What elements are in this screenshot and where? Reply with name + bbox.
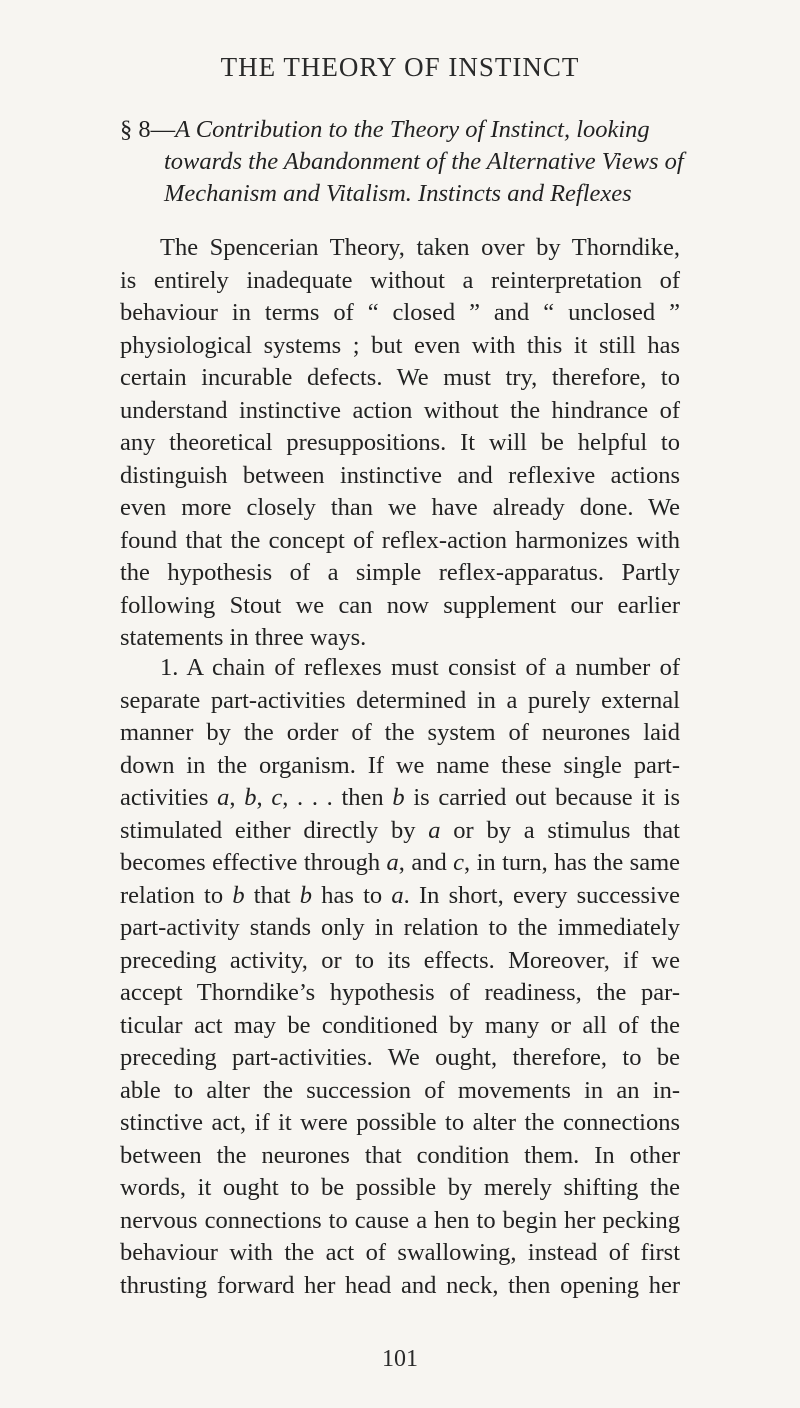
text-line: 1. A chain of reflexes must consist of a number of: [160, 654, 680, 681]
text-line: statements in three ways.: [120, 624, 367, 651]
text-line: behaviour with the act of swallowing, instead of first: [120, 1239, 680, 1266]
section-heading-line: towards the Abandonment of the Alternative Views of: [164, 148, 684, 175]
text-line: following Stout we can now supplement our earlier: [120, 591, 680, 619]
section-heading-text: A Contribution to the Theory of Instinct, looking: [175, 116, 650, 143]
text-line: understand instinctive action without the hindrance of: [120, 396, 680, 424]
text-line: activities a, b, c, . . . then b is carried out because it is: [120, 784, 680, 811]
text-line: any theoretical presuppositions. It will be helpful to: [120, 429, 680, 456]
section-heading: [120, 114, 700, 210]
paragraph-chain-of-reflexes: [120, 652, 680, 1302]
text-line: found that the concept of reflex-action harmonizes with: [120, 526, 680, 554]
text-line: preceding activity, or to its effects. Moreover, if we: [120, 946, 680, 974]
section-mark: § 8—: [120, 116, 176, 143]
text-line: manner by the order of the system of neurones laid: [120, 719, 680, 746]
running-head: THE THEORY OF INSTINCT: [220, 52, 580, 82]
section-heading-line: [120, 114, 700, 146]
text-line: words, it ought to be possible by merely shifting the: [120, 1174, 680, 1201]
text-line: accept Thorndike’s hypothesis of readiness, the par-: [120, 979, 680, 1006]
text-line: physiological systems ; but even with this it still has: [120, 331, 680, 359]
text-line: becomes effective through a, and c, in turn, has the same: [120, 849, 680, 876]
text-line: able to alter the succession of movements in an in-: [120, 1076, 680, 1104]
text-line: ticular act may be conditioned by many or all of the: [120, 1011, 680, 1039]
page-number: 101: [382, 1346, 418, 1372]
text-line: certain incurable defects. We must try, therefore, to: [120, 364, 680, 391]
text-line: is entirely inadequate without a reinterpretation of: [120, 266, 680, 294]
text-line: nervous connections to cause a hen to begin her pecking: [120, 1206, 680, 1234]
text-line: separate part-activities determined in a purely external: [120, 686, 680, 714]
text-line: down in the organism. If we name these single part-: [120, 751, 680, 779]
text-line: preceding part-activities. We ought, therefore, to be: [120, 1044, 680, 1071]
text-line: distinguish between instinctive and reflexive actions: [120, 461, 680, 489]
text-line: between the neurones that condition them. In other: [120, 1141, 680, 1169]
text-line: stimulated either directly by a or by a stimulus that: [120, 816, 680, 844]
text-line: The Spencerian Theory, taken over by Thorndike,: [160, 234, 680, 261]
text-line: even more closely than we have already done. We: [120, 494, 680, 521]
paragraph-spencerian-theory: [120, 232, 680, 655]
text-line: relation to b that b has to a. In short, every successive: [120, 881, 680, 909]
text-line: thrusting forward her head and neck, then opening her: [120, 1271, 680, 1299]
text-line: part-activity stands only in relation to the immediately: [120, 914, 680, 941]
text-line: stinctive act, if it were possible to alter the connections: [120, 1109, 680, 1136]
text-line: the hypothesis of a simple reflex-apparatus. Partly: [120, 559, 680, 586]
text-line: behaviour in terms of “ closed ” and “ unclosed ”: [120, 299, 680, 326]
section-heading-line: Mechanism and Vitalism. Instincts and Reflexes: [164, 180, 632, 207]
